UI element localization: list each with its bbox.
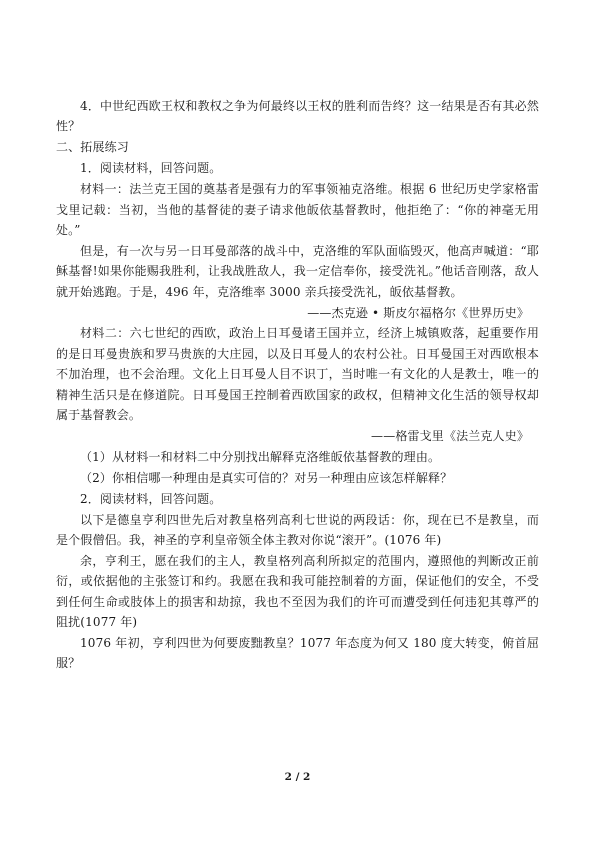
- section-heading-extension: 二、拓展练习: [56, 140, 129, 155]
- document-body: [56, 96, 539, 674]
- exercise-2-question: 1076 年初，亨利四世为何要废黜教皇？1077 年态度为何又 180 度大转变，俯首屈服？: [56, 636, 539, 671]
- exercise-2-prompt: 2．阅读材料，回答问题。: [80, 491, 222, 506]
- question-4: 4．中世纪西欧王权和教权之争为何最终以王权的胜利而告终？这一结果是否有其必然性？: [56, 99, 539, 134]
- henry-quote-1077: 余，亨利王，愿在我们的主人，教皇格列高利所拟定的范围内，遵照他的判断改正前衍，或依据他的主张签订和约。我愿在我和我可能控制着的方面，保证他们的安全，不受到任何生命或肢体上的损害和劫掠，我也不至因为我们的许可而遭受到任何违犯其尊严的阻扰(1077 年): [56, 553, 539, 630]
- henry-quote-1076: 以下是德皇亨利四世先后对教皇格列高利七世说的两段话：你，现在已不是教皇，而是个假僧侣。我，神圣的亨利皇帝领全体主教对你说“滚开”。(1076 年): [56, 512, 539, 548]
- material-1-paragraph-1: 材料一：法兰克王国的奠基者是强有力的军事领袖克洛维。根据 6 世纪历史学家格雷戈里记载：当初，当他的基督徒的妻子请求他皈依基督教时，他拒绝了：“你的神毫无用处。”: [56, 182, 539, 237]
- page-number: 2 / 2: [284, 771, 311, 783]
- sub-question-2: （2）你相信哪一种理由是真实可信的？对另一种理由应该怎样解释？: [80, 470, 453, 485]
- material-2-source: ——格雷戈里《法兰克人史》: [371, 429, 529, 443]
- exercise-1-prompt: 1．阅读材料，回答问题。: [80, 161, 222, 176]
- material-2-paragraph: 材料二：六七世纪的西欧，政治上日耳曼诸王国并立，经济上城镇败落，起重要作用的是日耳曼贵族和罗马贵族的大庄园，以及日耳曼人的农村公社。日耳曼国王对西欧根本不加治理，也不会治理。文化上日耳曼人目不识丁，当时唯一有文化的人是教士，唯一的精神生活只是在修道院。日耳曼国王控制着西欧国家的政权，但精神文化生活的领导权却属于基督教会。: [56, 326, 539, 423]
- sub-question-1: （1）从材料一和材料二中分别找出解释克洛维皈依基督教的理由。: [80, 449, 441, 464]
- material-1-source: ——杰克逊 • 斯皮尔福格尔《世界历史》: [307, 305, 529, 320]
- material-1-paragraph-2: 但是，有一次与另一日耳曼部落的战斗中，克洛维的军队面临毁灭，他高声喊道：“耶稣基督!如果你能赐我胜利，让我战胜敌人，我一定信奉你，接受洗礼。”他话音刚落，敌人就开始逃跑。于是，496 年，克洛维率 3000 亲兵接受洗礼，皈依基督教。: [56, 243, 539, 299]
